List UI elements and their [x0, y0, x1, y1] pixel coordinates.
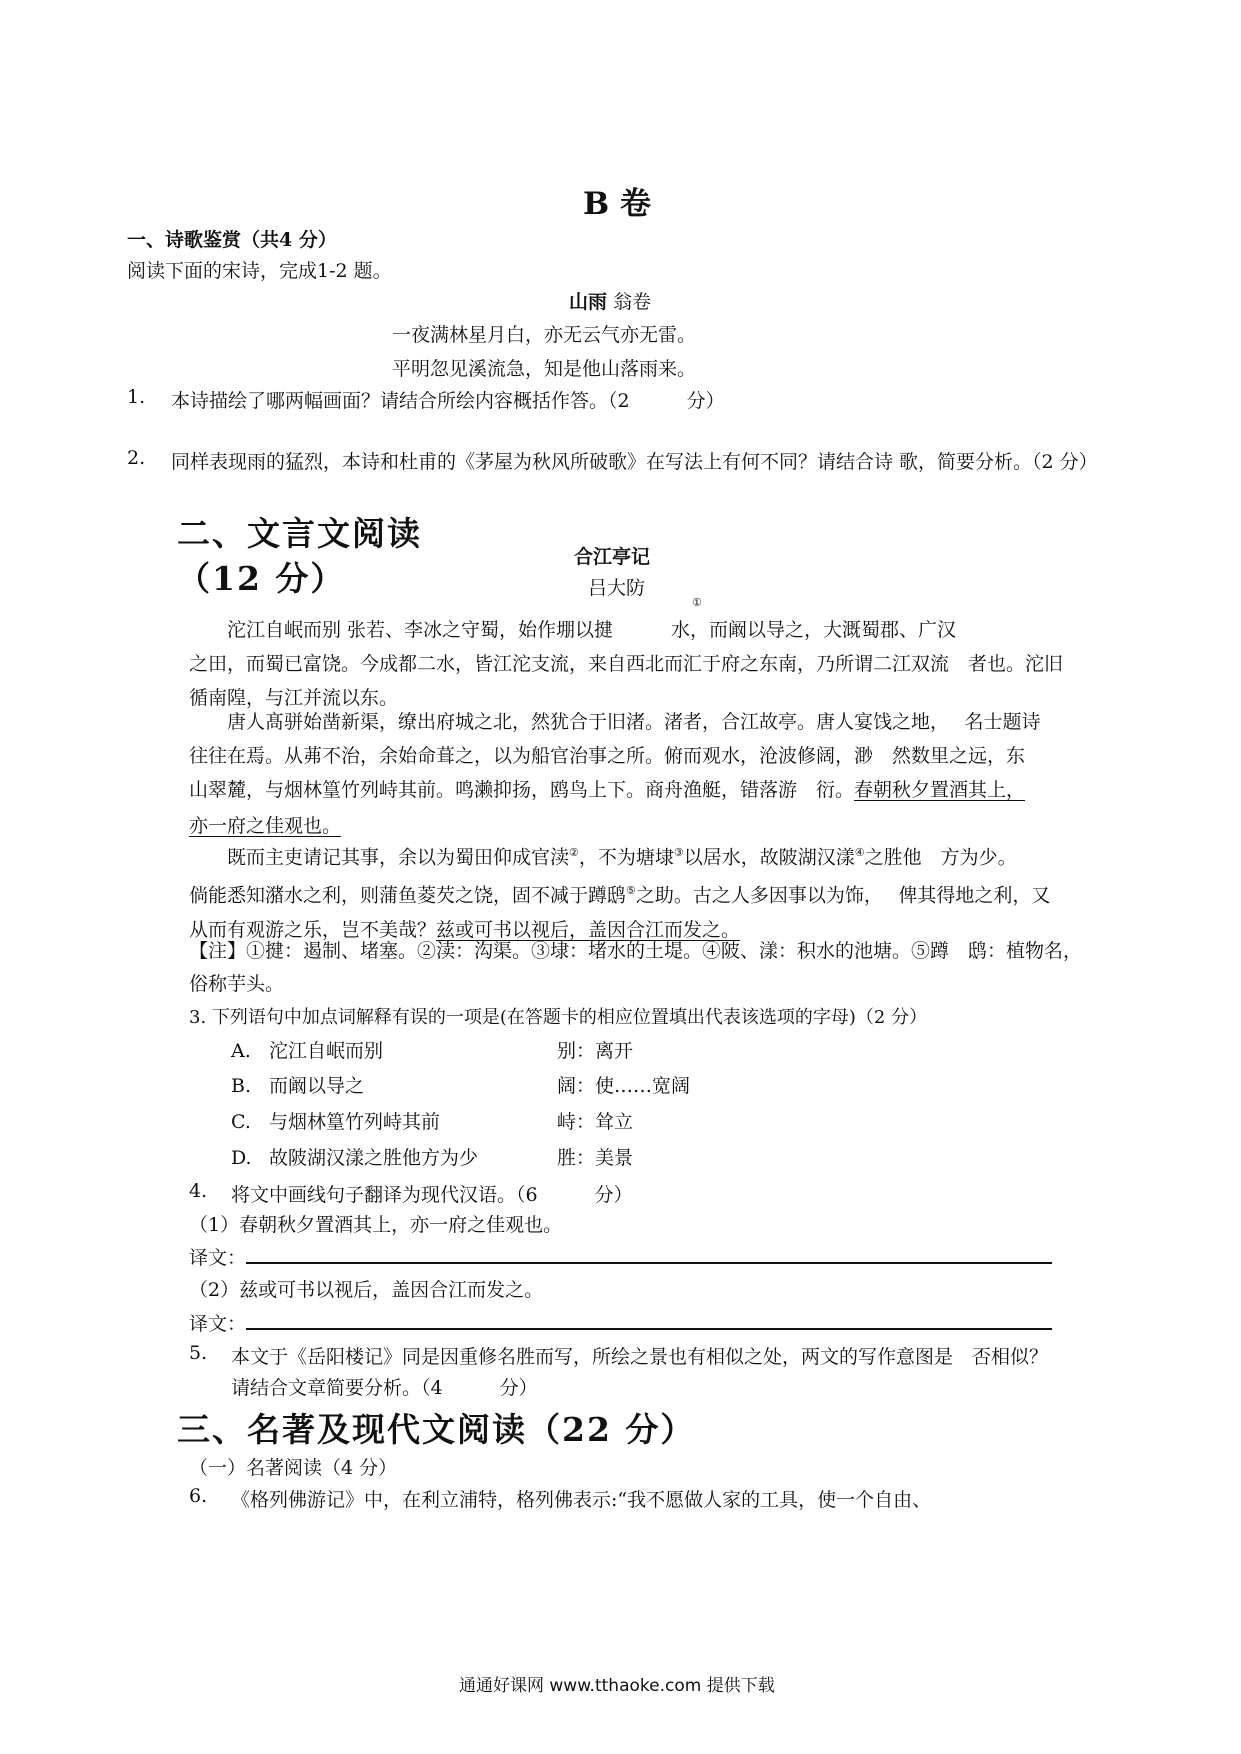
essay-line: 唐人髙骈始凿新渠，缭出府城之北，然犹合于旧渚。渚者，合江故亭。唐人宴饯之地， 名士题诗 — [227, 711, 1041, 733]
poem-line-1: 一夜满林星月白，亦无云气亦无雷。 — [392, 324, 697, 346]
option-text: 与烟林篁竹列峙其前 — [269, 1111, 441, 1133]
modern-sub-heading: （一）名著阅读（4 分） — [189, 1457, 398, 1479]
option-c — [231, 1107, 440, 1134]
note-mark-2: ② — [569, 846, 579, 859]
note-mark-4: ④ — [854, 846, 865, 859]
option-label: D. — [231, 1147, 252, 1169]
essay-notes-line-1: 【注】①揵：遏制、堵塞。②渎：沟渠。③埭：堵水的土堤。④陂、漾：积水的池塘。⑤蹲 鸱：植物名， — [189, 940, 1083, 962]
essay-line: 之田，而蜀已富饶。今成都二水，皆江沱支流，来自西北而汇于府之东南，乃所谓二江双流 者也。沱旧 — [189, 653, 1064, 675]
option-d-gloss: 胜：美景 — [557, 1147, 634, 1169]
option-label: B. — [231, 1075, 252, 1097]
question-4-sub-1: （1）春朝秋夕置酒其上，亦一府之佳观也。 — [189, 1214, 563, 1236]
option-text: 故陂湖汉漾之胜他方为少 — [269, 1147, 479, 1169]
essay-text: 以居水，故陂湖汉漾 — [683, 846, 855, 869]
classical-score: （12 分） — [177, 559, 346, 598]
essay-paragraph-1 — [189, 613, 1082, 715]
modern-heading: 三、名著及现代文阅读（22 分） — [177, 1410, 696, 1449]
question-1-text: 本诗描绘了哪两幅画面？请结合所绘内容概括作答。（2 分） — [171, 390, 725, 412]
section-b-title: B 卷 — [583, 186, 651, 222]
essay-paragraph-2 — [189, 705, 1082, 843]
underlined-sentence-1a: 春朝秋夕置酒其上， — [854, 779, 1026, 801]
essay-line: 往往在焉。从茀不治，余始命葺之，以为船官治事之所。俯而观水，沧波修阔，渺 然数里之远，东 — [189, 745, 1026, 767]
question-4-sub-2: （2）兹或可书以视后，盖因合江而发之。 — [189, 1279, 544, 1301]
answer-blank[interactable] — [246, 1308, 1052, 1330]
option-d — [231, 1143, 478, 1170]
essay-text: 倘能悉知潴水之利，则蒲鱼菱芡之饶，固不减于蹲鸱 — [189, 884, 627, 907]
essay-line — [189, 613, 1082, 647]
answer-label: 译文： — [189, 1247, 247, 1269]
poetry-heading: 一、诗歌鉴赏（共4 分） — [127, 229, 337, 251]
essay-text: 水，而阚以导之，大溉蜀郡、广汉 — [671, 619, 957, 641]
question-5-line-1: 本文于《岳阳楼记》同是因重修名胜而写，所绘之景也有相似之处，两文的写作意图是 否相似？ — [231, 1346, 1049, 1368]
essay-line — [189, 874, 1082, 912]
essay-line: 循南隍，与江并流以东。 — [189, 687, 399, 709]
option-b — [231, 1071, 364, 1098]
essay-line — [189, 773, 1082, 807]
essay-text: 之助。古之人多因事以为饰， 俾其得地之利，又 — [635, 884, 1051, 907]
option-c-gloss: 峙：耸立 — [557, 1111, 634, 1133]
poem-title: 山雨 — [569, 291, 608, 313]
answer-line-1 — [189, 1242, 1052, 1270]
option-text: 而阚以导之 — [269, 1075, 365, 1097]
poem-title-line — [569, 287, 651, 314]
underlined-sentence-2: 兹或可书以视后，盖因合江而发之。 — [436, 918, 741, 941]
answer-label: 译文： — [189, 1313, 247, 1335]
classical-heading: 二、文言文阅读 — [177, 514, 422, 553]
essay-author: 吕大防 — [588, 577, 646, 599]
poem-line-2: 平明忽见溪流急，知是他山落雨来。 — [392, 358, 697, 380]
essay-text: 沱江自岷而别 张若、李冰之守蜀，始作堋以揵 — [227, 619, 614, 641]
footer-source: 通通好课网 www.tthaoke.com 提供下载 — [459, 1676, 775, 1696]
answer-blank[interactable] — [246, 1242, 1052, 1264]
option-a-gloss: 别：离开 — [557, 1040, 634, 1062]
essay-line — [189, 836, 1082, 874]
option-label: C. — [231, 1111, 251, 1133]
question-2-text: 同样表现雨的猛烈，本诗和杜甫的《茅屋为秋风所破歌》在写法上有何不同？请结合诗 歌，简要分析。（2 分） — [171, 451, 1098, 473]
essay-text: 之胜他 方为少。 — [864, 846, 1017, 869]
essay-text: 山翠麓，与烟林篁竹列峙其前。鸣濑抑扬，鸥鸟上下。商舟渔艇，错落游 衍。 — [189, 779, 855, 801]
poetry-instruction: 阅读下面的宋诗，完成1-2 题。 — [127, 260, 392, 282]
question-5-number: 5. — [189, 1342, 208, 1364]
option-label: A. — [231, 1040, 251, 1062]
essay-text: 从而有观游之乐，岂不美哉？ — [189, 918, 437, 941]
essay-paragraph-3 — [189, 836, 1082, 947]
essay-text: ，不为塘埭 — [578, 846, 674, 869]
essay-title: 合江亭记 — [574, 546, 651, 568]
question-1-number: 1. — [127, 386, 146, 408]
option-text: 沱江自岷而别 — [269, 1040, 384, 1062]
note-mark-1: ① — [692, 596, 702, 609]
question-2-number: 2. — [127, 447, 146, 469]
poem-author: 翁卷 — [613, 291, 652, 313]
underlined-sentence-1b: 亦一府之佳观也。 — [189, 815, 342, 837]
question-6-number: 6. — [189, 1485, 208, 1507]
note-mark-5: ⑤ — [626, 884, 636, 898]
essay-text: 既而主吏请记其事，余以为蜀田仰成官渎 — [227, 846, 570, 869]
note-mark-3: ③ — [673, 846, 684, 859]
question-5-line-2: 请结合文章简要分析。（4 分） — [231, 1377, 538, 1399]
question-4-stem: 将文中画线句子翻译为现代汉语。（6 分） — [231, 1184, 633, 1206]
question-4-number: 4. — [189, 1180, 208, 1202]
essay-notes-line-2: 俗称芋头。 — [189, 973, 285, 995]
question-3-stem: 3. 下列语句中加点词解释有误的一项是(在答题卡的相应位置填出代表该选项的字母)（2 分） — [189, 1007, 928, 1028]
option-a — [231, 1036, 383, 1063]
option-b-gloss: 阔：使……宽阔 — [557, 1075, 691, 1097]
question-6-text: 《格列佛游记》中，在利立浦特，格列佛表示:“我不愿做人家的工具，使一个自由、 — [231, 1489, 932, 1511]
answer-line-2 — [189, 1308, 1052, 1336]
